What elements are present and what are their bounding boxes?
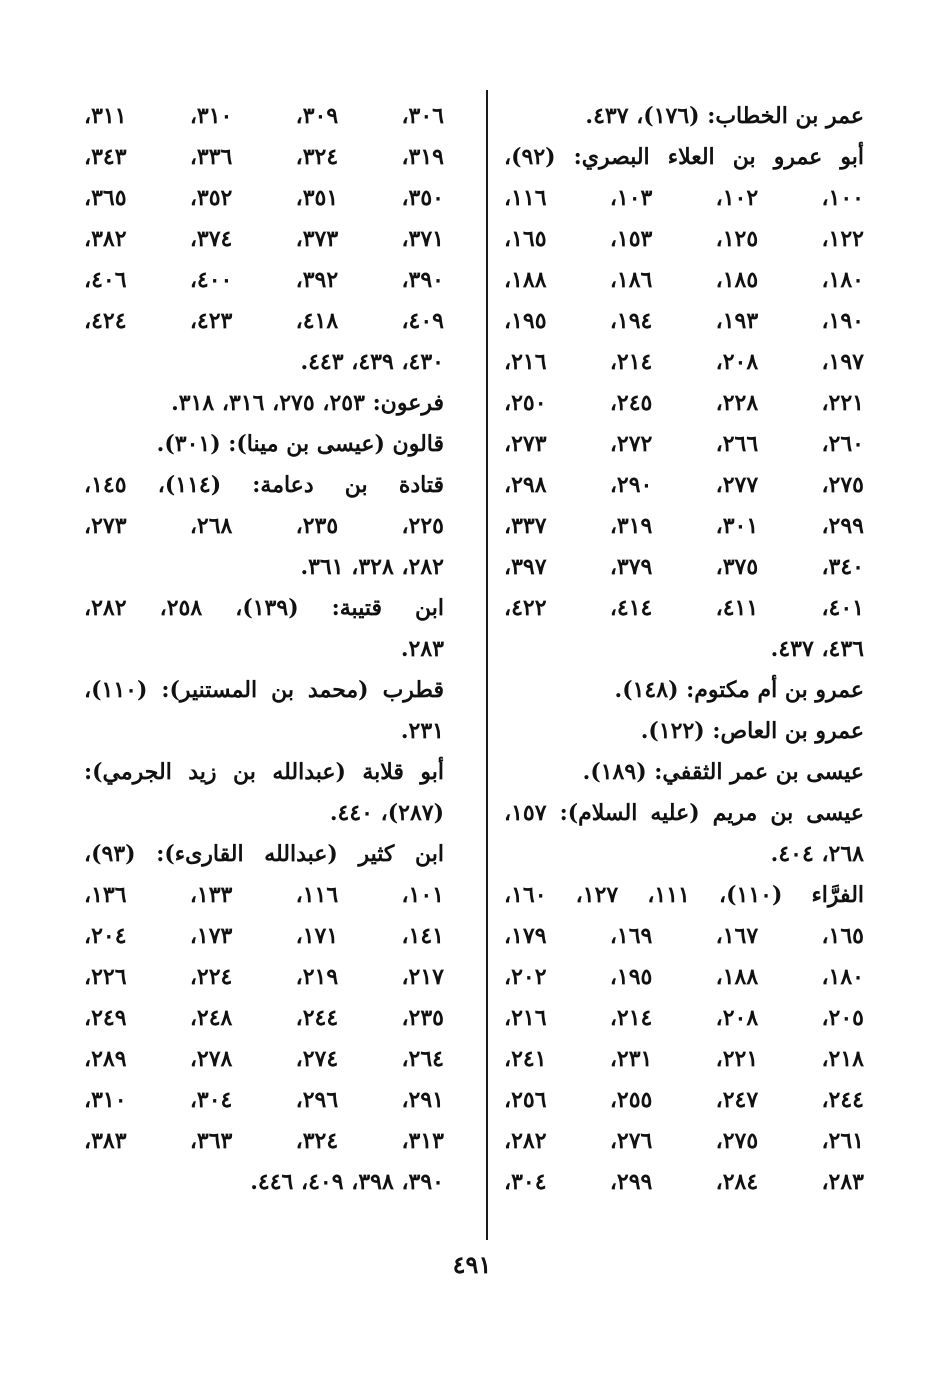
page-reference: ٢٨٩، — [84, 1046, 127, 1072]
index-number-row — [84, 301, 444, 342]
page-reference: ٢٧٣، — [504, 431, 547, 457]
page-reference: ٢٤١، — [504, 1046, 547, 1072]
page-reference: ١٧٩، — [504, 923, 547, 949]
page-reference: ٢٩٨، — [504, 472, 547, 498]
page-reference: ٣٠٦، — [401, 103, 444, 129]
page-reference: ٢١٨، — [821, 1046, 864, 1072]
page-reference: ٢٩٩، — [821, 513, 864, 539]
index-entry: ابن قتيبة: (١٣٩)، ٢٥٨، ٢٨٢، — [84, 595, 445, 621]
page-reference: ٢٧٢، — [609, 431, 653, 457]
page-reference: ١٧١، — [295, 923, 339, 949]
page-reference: ٢٩٦، — [295, 1087, 339, 1113]
index-number-row — [504, 1039, 864, 1080]
page-reference: ٣٢٤، — [295, 144, 339, 170]
page-reference: ٢٧٨، — [189, 1046, 233, 1072]
page-reference: ١٩٤، — [609, 308, 653, 334]
page-reference: ٣٦٣، — [189, 1128, 233, 1154]
page-reference: ٢٤٩، — [84, 1005, 127, 1031]
page-reference: ٢١٦، — [504, 349, 547, 375]
page-reference: ٢٤٨، — [189, 1005, 233, 1031]
page-reference: ٢١٦، — [504, 1005, 547, 1031]
page-reference: ٢٢٦، — [84, 964, 127, 990]
page-reference: ٣١١، — [84, 103, 127, 129]
page-reference: ٢٢١، — [715, 1046, 759, 1072]
index-number-row — [504, 342, 864, 383]
page-reference: ٤٢٤، — [84, 308, 127, 334]
page-reference: ٣٧٣، — [295, 226, 339, 252]
page-reference: ٢٧٥، — [715, 1128, 759, 1154]
index-number-row — [84, 1039, 444, 1080]
index-number-row — [504, 957, 864, 998]
index-entry: قتادة بن دعامة: (١١٤)، ١٤٥، — [84, 472, 445, 498]
index-number-row — [504, 383, 864, 424]
page-reference: ١٠٣، — [609, 185, 653, 211]
page-reference: ٣٤٠، — [821, 554, 864, 580]
page-reference: ٣٠٩، — [295, 103, 339, 129]
page-reference: ٢٦١، — [821, 1128, 864, 1154]
page-reference: ٣٥٠، — [401, 185, 444, 211]
page-reference: ٤١٤، — [609, 595, 653, 621]
index-continuation: ٣٩٠، ٣٩٨، ٤٠٩، ٤٤٦. — [250, 1169, 444, 1195]
page-reference: ٢١٤، — [609, 1005, 653, 1031]
page-reference: ٢٧٣، — [84, 513, 127, 539]
page-reference: ٢٤٤، — [295, 1005, 339, 1031]
index-column-right — [504, 96, 864, 1203]
page-reference: ٢٥٥، — [609, 1087, 653, 1113]
page-reference: ٢٨٣، — [821, 1169, 864, 1195]
page-reference: ٣٧٤، — [189, 226, 233, 252]
page-reference: ٣٠٤، — [504, 1169, 547, 1195]
page-reference: ٢٦٠، — [821, 431, 864, 457]
page-reference: ١٨٨، — [715, 964, 759, 990]
index-entry: ابن كثير (عبدالله القارىء): (٩٣)، — [84, 841, 444, 867]
index-entry: عمرو بن أم مكتوم: (١٤٨). — [614, 677, 864, 703]
index-number-row — [84, 1080, 444, 1121]
page-reference: ٢٧٦، — [609, 1128, 653, 1154]
page-reference: ٢٠٨، — [715, 349, 759, 375]
page-reference: ١٩٧، — [821, 349, 864, 375]
page-reference: ٢٢٨، — [715, 390, 759, 416]
page-reference: ٢٢٥، — [401, 513, 444, 539]
page-reference: ١٧٣، — [189, 923, 233, 949]
page-reference: ٣٥٢، — [189, 185, 233, 211]
index-continuation: ٢٦٨، ٤٠٤. — [770, 841, 864, 867]
index-number-row — [84, 916, 444, 957]
page-reference: ٣٧٩، — [609, 554, 653, 580]
index-number-row — [84, 137, 444, 178]
index-entry: أبو قلابة (عبدالله بن زيد الجرمي): — [84, 759, 444, 785]
page-reference: ٣٧٥، — [715, 554, 759, 580]
page-reference: ٣٩٢، — [295, 267, 339, 293]
index-number-row — [504, 506, 864, 547]
page-reference: ٣٠١، — [715, 513, 759, 539]
index-number-row — [504, 547, 864, 588]
index-entry: الفرَّاء (١١٠)، ١١١، ١٢٧، ١٦٠، — [504, 882, 865, 908]
page-reference: ٢٣٥، — [295, 513, 339, 539]
index-number-row — [84, 178, 444, 219]
index-number-row — [504, 301, 864, 342]
page-reference: ٢٧٥، — [821, 472, 864, 498]
page-reference: ١٦٥، — [504, 226, 547, 252]
page-reference: ٢٠٤، — [84, 923, 127, 949]
page-reference: ٢٥٦، — [504, 1087, 547, 1113]
index-continuation: (٢٨٧)، ٤٤٠. — [329, 800, 444, 826]
page-reference: ١١٦، — [504, 185, 547, 211]
page-reference: ٣٢٤، — [295, 1128, 339, 1154]
index-number-row — [84, 998, 444, 1039]
page-reference: ٢٧٧، — [715, 472, 759, 498]
page-reference: ٣٣٧، — [504, 513, 547, 539]
page-reference: ٢٢٤، — [189, 964, 233, 990]
page-reference: ٢٤٤، — [821, 1087, 864, 1113]
index-number-row — [84, 957, 444, 998]
page-reference: ٤٢٢، — [504, 595, 547, 621]
page-reference: ١٦٩، — [609, 923, 653, 949]
index-continuation: ٢٨٢، ٣٢٨، ٣٦١. — [300, 554, 444, 580]
page-reference: ٣١٠، — [84, 1087, 127, 1113]
page-reference: ٢٧٤، — [295, 1046, 339, 1072]
page-reference: ٤٠٦، — [84, 267, 127, 293]
index-entry: فرعون: ٢٥٣، ٢٧٥، ٣١٦، ٣١٨. — [171, 390, 444, 416]
index-number-row — [504, 178, 864, 219]
page-reference: ٤١١، — [715, 595, 759, 621]
index-number-row — [504, 916, 864, 957]
page-reference: ٣١٩، — [609, 513, 653, 539]
index-number-row — [84, 875, 444, 916]
page-reference: ٢٤٥، — [609, 390, 653, 416]
page-reference: ١٣٣، — [189, 882, 233, 908]
page-reference: ٤٠٠، — [189, 267, 233, 293]
index-number-row — [84, 506, 444, 547]
index-number-row — [504, 424, 864, 465]
index-number-row — [84, 260, 444, 301]
index-number-row — [504, 1162, 864, 1203]
index-number-row — [504, 1121, 864, 1162]
page-reference: ٢٦٨، — [189, 513, 233, 539]
index-continuation: ٢٨٣. — [400, 636, 444, 662]
page-reference: ١٨٦، — [609, 267, 653, 293]
page-reference: ١٩٣، — [715, 308, 759, 334]
page-reference: ٣٨٣، — [84, 1128, 127, 1154]
page-reference: ٣٧١، — [401, 226, 444, 252]
page-reference: ١٥٣، — [609, 226, 653, 252]
index-entry: عيسى بن عمر الثقفي: (١٨٩). — [582, 759, 864, 785]
page-reference: ٣١٠، — [189, 103, 233, 129]
page-reference: ٢٤٧، — [715, 1087, 759, 1113]
page-reference: ١٩٠، — [821, 308, 864, 334]
page-reference: ١٨٥، — [715, 267, 759, 293]
column-divider — [486, 90, 488, 1240]
page-reference: ٣٥١، — [295, 185, 339, 211]
index-number-row — [84, 219, 444, 260]
index-entry: عمر بن الخطاب: (١٧٦)، ٤٣٧. — [585, 103, 864, 129]
page-reference: ٢٦٤، — [401, 1046, 444, 1072]
index-number-row — [504, 219, 864, 260]
page-reference: ٣١٣، — [401, 1128, 444, 1154]
page-reference: ١٢٥، — [715, 226, 759, 252]
page-reference: ١٦٥، — [821, 923, 864, 949]
index-number-row — [504, 998, 864, 1039]
page-reference: ٢١٧، — [401, 964, 444, 990]
index-entry: قطرب (محمد بن المستنير): (١١٠)، — [84, 677, 444, 703]
page-reference: ١٨٠، — [821, 964, 864, 990]
index-entry: عيسى بن مريم (عليه السلام): ١٥٧، — [504, 800, 864, 826]
page-reference: ٤٠٩، — [401, 308, 444, 334]
page-reference: ٤٢٣، — [189, 308, 233, 334]
index-number-row — [504, 1080, 864, 1121]
page-reference: ٣١٩، — [401, 144, 444, 170]
page-reference: ٣٩٠، — [401, 267, 444, 293]
page-number: ٤٩١ — [452, 1250, 492, 1279]
page-reference: ١٠١، — [401, 882, 444, 908]
index-number-row — [504, 260, 864, 301]
page-reference: ٢٩٩، — [609, 1169, 653, 1195]
page-reference: ١٠٢، — [715, 185, 759, 211]
page-reference: ١٦٧، — [715, 923, 759, 949]
page-reference: ١٤١، — [401, 923, 444, 949]
page-reference: ٢٠٨، — [715, 1005, 759, 1031]
page-reference: ٢٩١، — [401, 1087, 444, 1113]
page-reference: ٣٦٥، — [84, 185, 127, 211]
page-reference: ٣٣٦، — [189, 144, 233, 170]
page-reference: ٢١٩، — [295, 964, 339, 990]
page-reference: ٤٠١، — [821, 595, 864, 621]
page-reference: ٢٥٠، — [504, 390, 547, 416]
page-reference: ٢١٤، — [609, 349, 653, 375]
index-entry: قالون (عيسى بن مينا): (٣٠١). — [156, 431, 444, 457]
page-reference: ٢٢١، — [821, 390, 864, 416]
index-continuation: ٤٣٦، ٤٣٧. — [770, 636, 864, 662]
page-reference: ١١٦، — [295, 882, 339, 908]
page-reference: ١٢٢، — [821, 226, 864, 252]
page-reference: ٢٠٢، — [504, 964, 547, 990]
page-reference: ١٣٦، — [84, 882, 127, 908]
page-reference: ٣٨٢، — [84, 226, 127, 252]
index-column-left — [84, 96, 444, 1203]
page-reference: ١٠٠، — [821, 185, 864, 211]
index-entry: أبو عمرو بن العلاء البصري: (٩٢)، — [504, 144, 864, 170]
index-number-row — [504, 465, 864, 506]
page-reference: ٢٩٠، — [609, 472, 653, 498]
page-reference: ١٨٠، — [821, 267, 864, 293]
page-reference: ٢٨٢، — [504, 1128, 547, 1154]
page-reference: ٤١٨، — [295, 308, 339, 334]
page-reference: ٢٨٤، — [715, 1169, 759, 1195]
page-reference: ١٩٥، — [609, 964, 653, 990]
page-reference: ٢٠٥، — [821, 1005, 864, 1031]
page-reference: ٢٣٥، — [401, 1005, 444, 1031]
page-reference: ٢٦٦، — [715, 431, 759, 457]
index-number-row — [84, 96, 444, 137]
page-reference: ١٩٥، — [504, 308, 547, 334]
index-entry: عمرو بن العاص: (١٢٢). — [640, 718, 864, 744]
index-number-row — [84, 1121, 444, 1162]
index-number-row — [504, 588, 864, 629]
index-continuation: ٤٣٠، ٤٣٩، ٤٤٣. — [300, 349, 444, 375]
page-reference: ٣٠٤، — [189, 1087, 233, 1113]
index-continuation: ٢٣١. — [400, 718, 444, 744]
page-reference: ٢٣١، — [609, 1046, 653, 1072]
page-reference: ٣٤٣، — [84, 144, 127, 170]
page-reference: ٣٩٧، — [504, 554, 547, 580]
page-reference: ١٨٨، — [504, 267, 547, 293]
